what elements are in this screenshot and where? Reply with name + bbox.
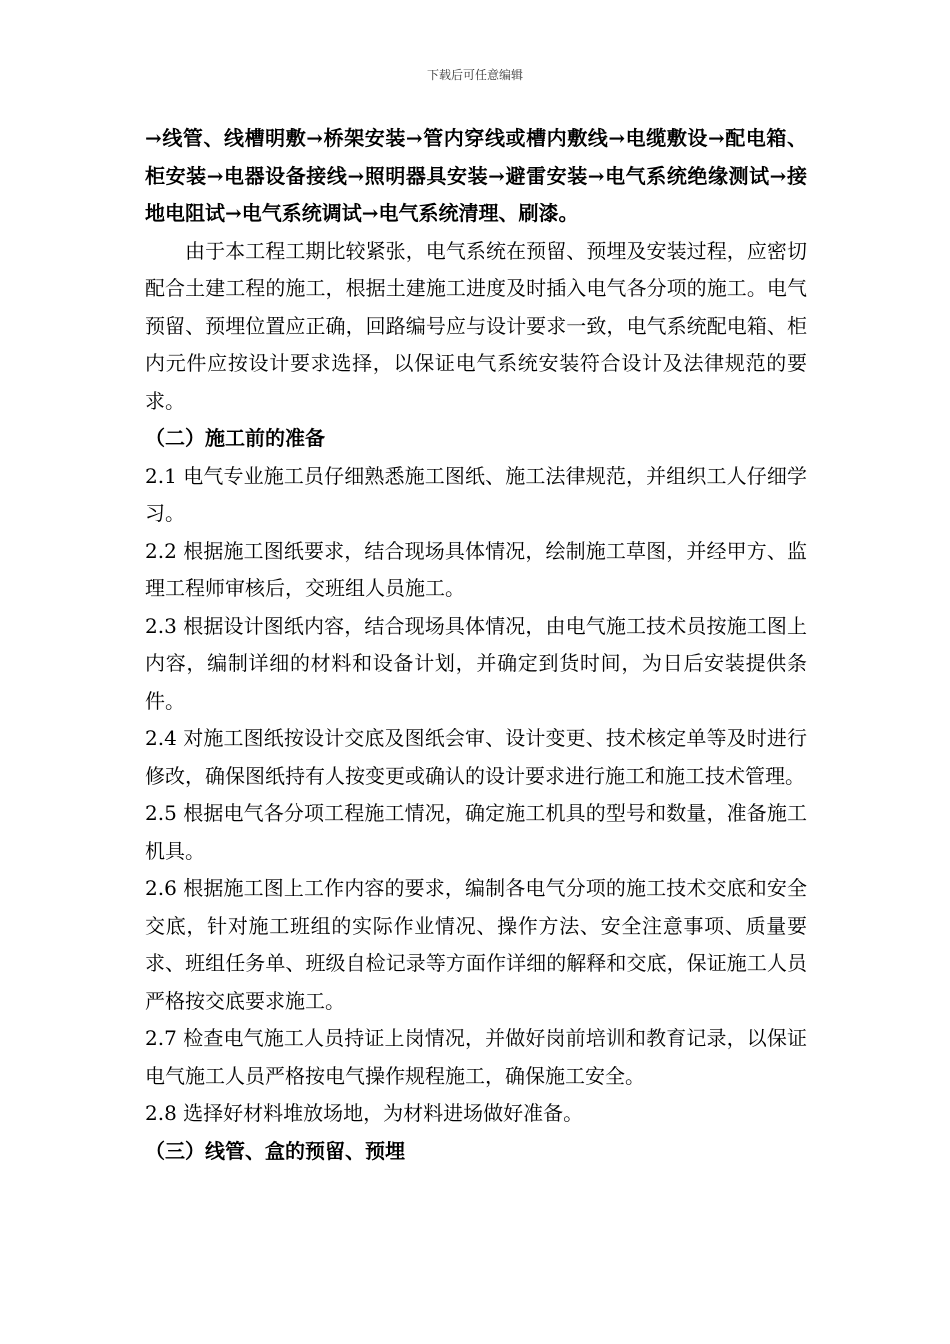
- list-item: 2.2 根据施工图纸要求，结合现场具体情况，绘制施工草图，并经甲方、监理工程师审核后，交班组人员施工。: [145, 538, 807, 600]
- list-item: 2.5 根据电气各分项工程施工情况，确定施工机具的型号和数量，准备施工机具。: [145, 801, 807, 863]
- list-item: 2.6 根据施工图上工作内容的要求，编制各电气分项的施工技术交底和安全交底，针对施工班组的实际作业情况、操作方法、安全注意事项、质量要求、班组任务单、班级自检记录等方面作详细的解释和交底，保证施工人员严格按交底要求施工。: [145, 876, 807, 1013]
- process-flow-text: →线管、线槽明敷→桥架安装→管内穿线或槽内敷线→电缆敷设→配电箱、柜安装→电器设备接线→照明器具安装→避雷安装→电气系统绝缘测试→接地电阻试→电气系统调试→电气系统清理、刷漆。: [145, 126, 807, 225]
- document-body: [145, 120, 807, 1170]
- list-item: 2.3 根据设计图纸内容，结合现场具体情况，由电气施工技术员按施工图上内容，编制详细的材料和设备计划，并确定到货时间，为日后安装提供条件。: [145, 613, 807, 713]
- list-item: 2.1 电气专业施工员仔细熟悉施工图纸、施工法律规范，并组织工人仔细学习。: [145, 463, 807, 525]
- list-item: 2.4 对施工图纸按设计交底及图纸会审、设计变更、技术核定单等及时进行修改，确保图纸持有人按变更或确认的设计要求进行施工和施工技术管理。: [145, 726, 807, 788]
- section-heading-preparation: （二）施工前的准备: [145, 426, 325, 450]
- intro-paragraph: 由于本工程工期比较紧张，电气系统在预留、预埋及安装过程，应密切配合土建工程的施工，根据土建施工进度及时插入电气各分项的施工。电气预留、预埋位置应正确，回路编号应与设计要求一致，电气系统配电箱、柜内元件应按设计要求选择，以保证电气系统安装符合设计及法律规范的要求。: [145, 238, 807, 413]
- page-header-note: 下载后可任意编辑: [426, 68, 523, 82]
- list-item: 2.7 检查电气施工人员持证上岗情况，并做好岗前培训和教育记录，以保证电气施工人员严格按电气操作规程施工，确保施工安全。: [145, 1026, 807, 1088]
- section-heading-conduit: （三）线管、盒的预留、预埋: [145, 1138, 405, 1163]
- list-item: 2.8 选择好材料堆放场地，为材料进场做好准备。: [145, 1101, 584, 1125]
